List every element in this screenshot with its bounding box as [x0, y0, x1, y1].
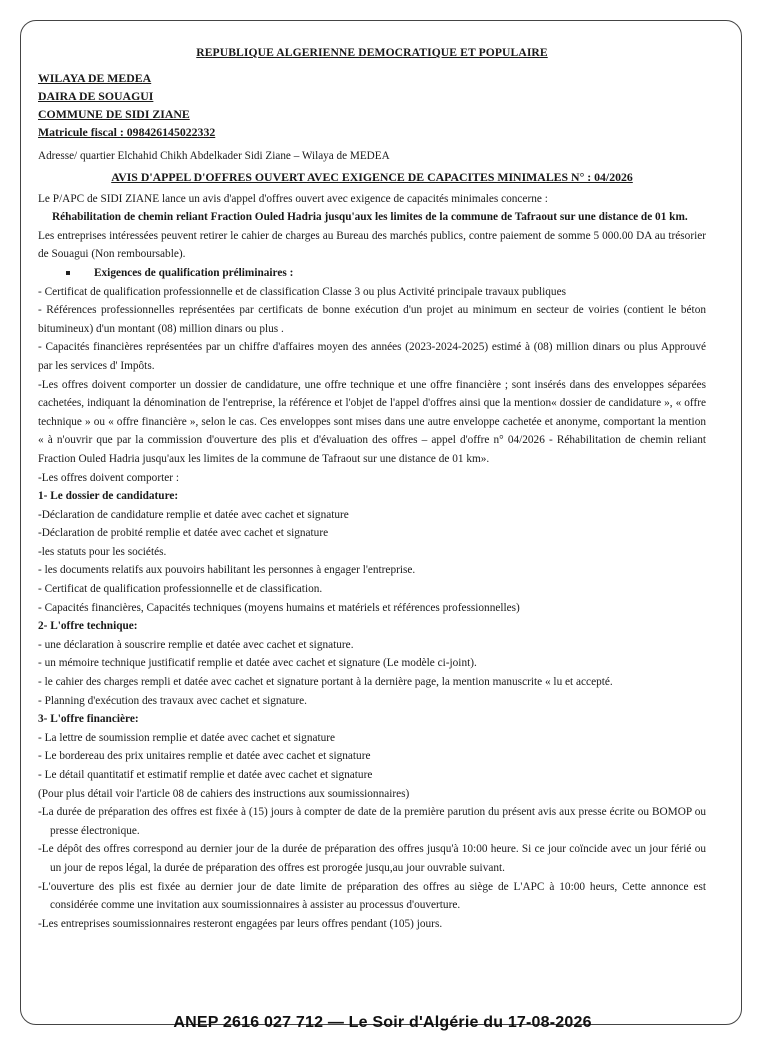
publication-footer: ANEP 2616 027 712 — Le Soir d'Algérie du 17-08-2026 — [173, 1014, 592, 1031]
dossier-item: - les documents relatifs aux pouvoirs habilitant les personnes à engager l'entreprise. — [38, 564, 416, 577]
bullet-square-icon — [66, 271, 70, 275]
financiere-item: - Le détail quantitatif et estimatif remplie et datée avec cachet et signature — [38, 769, 373, 781]
daira-line: DAIRA DE SOUAGUI — [38, 88, 154, 103]
qualification-heading-text: Exigences de qualification préliminaires : — [94, 266, 294, 279]
closing-item: -Les entreprises soumissionnaires resteront engagées par leurs offres pendant (105) jours. — [38, 917, 443, 930]
technique-item: - un mémoire technique justificatif remplie et datée avec cachet et signature (Le modèle ci-joint). — [38, 657, 477, 670]
closing-item: -La durée de préparation des offres est fixée à (15) jours à compter de date de la première parution du présent avis aux presse écrite ou BOMOP ou presse électronique. — [38, 806, 706, 837]
project-description: Réhabilitation de chemin reliant Fraction Ouled Hadria jusqu'aux les limites de la commune de Tafraout sur une distance de 01 km. — [52, 211, 688, 224]
technique-item: - une déclaration à souscrire remplie et datée avec cachet et signature. — [38, 638, 354, 651]
address-line: Adresse/ quartier Elchahid Chikh Abdelkader Sidi Ziane – Wilaya de MEDEA — [38, 150, 390, 163]
qualification-heading — [38, 264, 706, 283]
notice-body — [38, 44, 706, 933]
notice-title: AVIS D'APPEL D'OFFRES OUVERT AVEC EXIGENCE DE CAPACITES MINIMALES N° : 04/2026 — [111, 170, 633, 184]
financiere-heading: 3- L'offre financière: — [38, 713, 139, 726]
dossier-item: - Capacités financières, Capacités techniques (moyens humains et matériels et références professionnelles) — [38, 601, 520, 614]
qualification-item: - Capacités financières représentées par un chiffre d'affaires moyen des années (2023-2024-2025) estimé à (08) million dinars ou plus Approuvé par les services d' Impôts. — [38, 341, 706, 372]
dossier-item: - Certificat de qualification professionnelle et de classification. — [38, 583, 323, 596]
closing-item: -Le dépôt des offres correspond au dernier jour de la durée de préparation des offres jusqu'à 10:00 heure. Si ce jour coïncide avec un jour férié ou un jour de repos légal, la durée de préparation des offres est prorogée jusqu,au jour ouvrable suivant. — [38, 843, 706, 874]
technique-item: - le cahier des charges rempli et datée avec cachet et signature portant à la dernière page, la mention manuscrite « lu et accepté. — [38, 676, 613, 689]
financiere-item: - Le bordereau des prix unitaires remplie et datée avec cachet et signature — [38, 750, 371, 763]
closing-item: -L'ouverture des plis est fixée au dernier jour de date limite de préparation des offres au siège de L'APC à 10:00 heurs, Cette annonce est considérée comme une invitation aux soumissionnaires à assister au processus d'ouverture. — [38, 880, 706, 912]
intro-line: Le P/APC de SIDI ZIANE lance un avis d'appel d'offres ouvert avec exigence de capacités minimales concerne : — [38, 192, 548, 205]
technique-heading: 2- L'offre technique: — [38, 620, 138, 633]
dossier-item: -les statuts pour les sociétés. — [38, 545, 167, 558]
qualification-item: - Certificat de qualification professionnelle et de classification Classe 3 ou plus Activité principale travaux publiques — [38, 285, 566, 298]
financiere-note: (Pour plus détail voir l'article 08 de cahiers des instructions aux soumissionnaires) — [38, 787, 410, 800]
dossier-heading: 1- Le dossier de candidature: — [38, 490, 179, 503]
commune-line: COMMUNE DE SIDI ZIANE — [38, 107, 190, 121]
offers-comporter: -Les offres doivent comporter : — [38, 471, 179, 484]
financiere-item: - La lettre de soumission remplie et datée avec cachet et signature — [38, 731, 336, 744]
cahier-paragraph: Les entreprises intéressées peuvent retirer le cahier de charges au Bureau des marchés publics, contre paiement de somme 5 000.00 DA au trésorier de Souagui (Non remboursable). — [38, 229, 706, 261]
qualification-item: - Références professionnelles représentées par certificats de bonne exécution d'un projet au minimum en secteur de voiries (contient le béton bitumineux) d'un montant (08) million dinars ou plus . — [38, 304, 706, 335]
dossier-item: -Déclaration de candidature remplie et datée avec cachet et signature — [38, 508, 349, 521]
dossier-item: -Déclaration de probité remplie et datée avec cachet et signature — [38, 527, 329, 540]
wilaya-line: WILAYA DE MEDEA — [38, 70, 152, 85]
republic-heading: REPUBLIQUE ALGERIENNE DEMOCRATIQUE ET POPULAIRE — [196, 46, 548, 59]
matricule-line: Matricule fiscal : 098426145022332 — [38, 125, 216, 140]
offers-paragraph: -Les offres doivent comporter un dossier de candidature, une offre technique et une offre financière ; sont insérés dans des enveloppes séparées cachetées, indiquant la dénomination de l'entreprise, la référence et l'objet de l'appel d'offres ainsi que la mention« dossier de candidature », « offre technique » ou « offre financière », selon le cas. Ces enveloppes sont mises dans une autre enveloppe cachetée et anonyme, comportant la mention « à n'ouvrir que par la commission d'ouverture des plis et d'évaluation des offres – appel d'offre n° 04/2026 - Réhabilitation de chemin reliant Fraction Ouled Hadria jusqu'aux les limites de la commune de Tafraout sur une distance de 01 km». — [38, 378, 706, 465]
technique-item: - Planning d'exécution des travaux avec cachet et signature. — [38, 694, 307, 707]
